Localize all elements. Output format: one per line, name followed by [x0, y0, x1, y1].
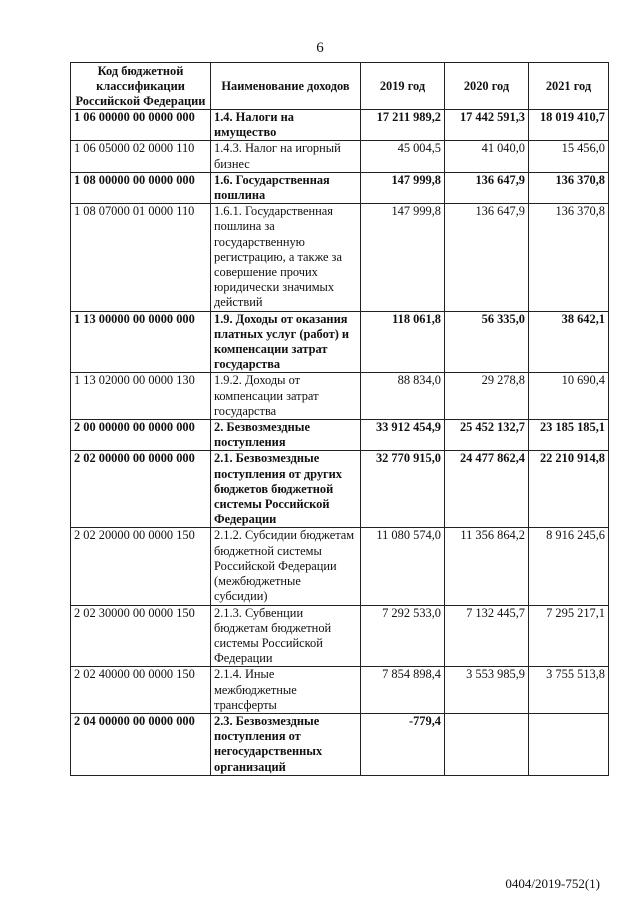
value-2019-cell: 11 080 574,0 [361, 528, 445, 605]
name-cell: 2.3. Безвозмездные поступления от негосударственных организаций [211, 713, 361, 775]
name-cell: 1.4.3. Налог на игорный бизнес [211, 141, 361, 172]
header-name: Наименование доходов [211, 63, 361, 110]
value-2019-cell: 7 854 898,4 [361, 667, 445, 714]
value-2020-cell: 136 647,9 [445, 204, 529, 311]
code-cell: 1 08 00000 00 0000 000 [71, 172, 211, 203]
value-2021-cell: 15 456,0 [529, 141, 609, 172]
value-2020-cell: 7 132 445,7 [445, 605, 529, 667]
table-row [71, 667, 609, 714]
value-2020-cell [445, 713, 529, 775]
header-code: Код бюджетной классификации Российской Федерации [71, 63, 211, 110]
name-cell: 2.1.4. Иные межбюджетные трансферты [211, 667, 361, 714]
value-2020-cell: 41 040,0 [445, 141, 529, 172]
name-cell: 1.9. Доходы от оказания платных услуг (работ) и компенсации затрат государства [211, 311, 361, 373]
table-row [71, 373, 609, 420]
table-row [71, 110, 609, 141]
value-2019-cell: 147 999,8 [361, 172, 445, 203]
value-2020-cell: 136 647,9 [445, 172, 529, 203]
value-2019-cell: 45 004,5 [361, 141, 445, 172]
value-2019-cell: 147 999,8 [361, 204, 445, 311]
code-cell: 1 06 00000 00 0000 000 [71, 110, 211, 141]
code-cell: 2 02 40000 00 0000 150 [71, 667, 211, 714]
code-cell: 1 06 05000 02 0000 110 [71, 141, 211, 172]
value-2020-cell: 25 452 132,7 [445, 420, 529, 451]
table-row [71, 141, 609, 172]
code-cell: 2 02 20000 00 0000 150 [71, 528, 211, 605]
value-2021-cell: 23 185 185,1 [529, 420, 609, 451]
value-2020-cell: 3 553 985,9 [445, 667, 529, 714]
table-row [71, 605, 609, 667]
value-2019-cell: 33 912 454,9 [361, 420, 445, 451]
table-row [71, 713, 609, 775]
value-2021-cell: 22 210 914,8 [529, 451, 609, 528]
value-2021-cell [529, 713, 609, 775]
value-2021-cell: 3 755 513,8 [529, 667, 609, 714]
code-cell: 2 02 00000 00 0000 000 [71, 451, 211, 528]
value-2021-cell: 136 370,8 [529, 172, 609, 203]
value-2020-cell: 56 335,0 [445, 311, 529, 373]
name-cell: 2.1.3. Субвенции бюджетам бюджетной системы Российской Федерации [211, 605, 361, 667]
value-2019-cell: -779,4 [361, 713, 445, 775]
value-2020-cell: 29 278,8 [445, 373, 529, 420]
revenue-table [70, 62, 609, 776]
table-row [71, 172, 609, 203]
name-cell: 2. Безвозмездные поступления [211, 420, 361, 451]
code-cell: 2 04 00000 00 0000 000 [71, 713, 211, 775]
value-2019-cell: 17 211 989,2 [361, 110, 445, 141]
table-row [71, 204, 609, 311]
table-row [71, 451, 609, 528]
name-cell: 2.1.2. Субсидии бюджетам бюджетной системы Российской Федерации (межбюджетные субсидии) [211, 528, 361, 605]
code-cell: 1 08 07000 01 0000 110 [71, 204, 211, 311]
value-2021-cell: 38 642,1 [529, 311, 609, 373]
value-2021-cell: 8 916 245,6 [529, 528, 609, 605]
value-2021-cell: 7 295 217,1 [529, 605, 609, 667]
table-row [71, 420, 609, 451]
value-2019-cell: 7 292 533,0 [361, 605, 445, 667]
value-2019-cell: 32 770 915,0 [361, 451, 445, 528]
value-2021-cell: 136 370,8 [529, 204, 609, 311]
code-cell: 1 13 00000 00 0000 000 [71, 311, 211, 373]
code-cell: 1 13 02000 00 0000 130 [71, 373, 211, 420]
table-row [71, 528, 609, 605]
value-2019-cell: 118 061,8 [361, 311, 445, 373]
header-2019: 2019 год [361, 63, 445, 110]
code-cell: 2 02 30000 00 0000 150 [71, 605, 211, 667]
document-code: 0404/2019-752(1) [505, 876, 600, 891]
value-2020-cell: 11 356 864,2 [445, 528, 529, 605]
page-number: 6 [316, 40, 324, 56]
value-2020-cell: 24 477 862,4 [445, 451, 529, 528]
name-cell: 1.4. Налоги на имущество [211, 110, 361, 141]
name-cell: 1.6. Государственная пошлина [211, 172, 361, 203]
value-2019-cell: 88 834,0 [361, 373, 445, 420]
name-cell: 1.6.1. Государственная пошлина за государственную регистрацию, а также за совершение прочих юридически значимых действий [211, 204, 361, 311]
value-2021-cell: 18 019 410,7 [529, 110, 609, 141]
name-cell: 2.1. Безвозмездные поступления от других бюджетов бюджетной системы Российской Федерации [211, 451, 361, 528]
table-body [71, 110, 609, 776]
header-2021: 2021 год [529, 63, 609, 110]
table-row [71, 311, 609, 373]
header-2020: 2020 год [445, 63, 529, 110]
code-cell: 2 00 00000 00 0000 000 [71, 420, 211, 451]
value-2021-cell: 10 690,4 [529, 373, 609, 420]
name-cell: 1.9.2. Доходы от компенсации затрат государства [211, 373, 361, 420]
value-2020-cell: 17 442 591,3 [445, 110, 529, 141]
table-header-row [71, 63, 609, 110]
